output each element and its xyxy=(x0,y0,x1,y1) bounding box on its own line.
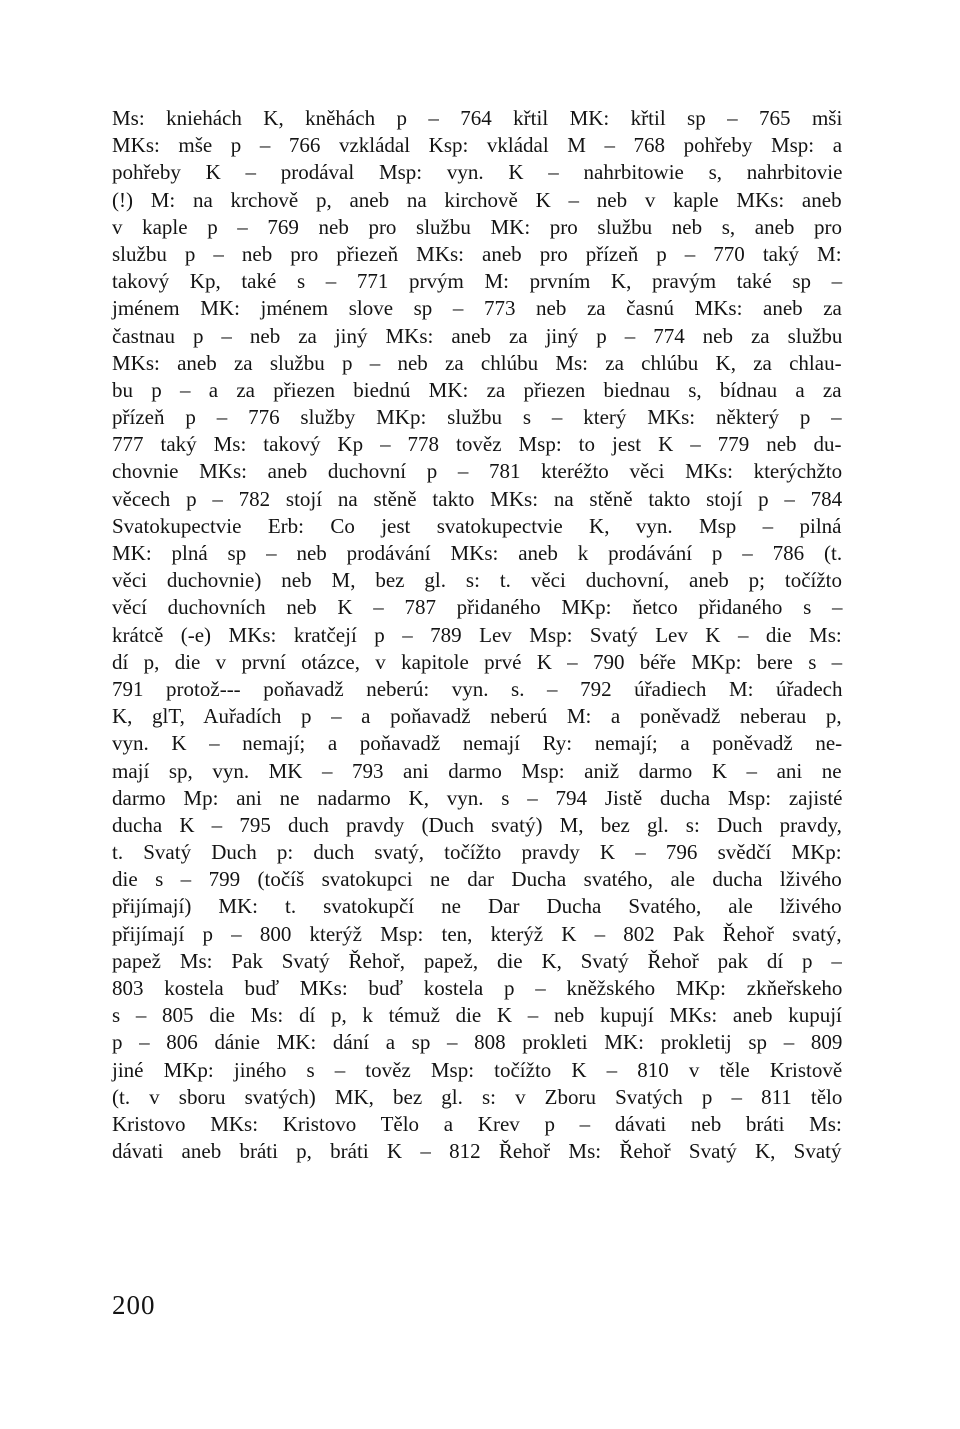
text-line: MKs: mše p – 766 vzkládal Ksp: vkládal M – 768 pohřeby Msp: a xyxy=(112,133,843,158)
text-line: takový Kp, také s – 771 prvým M: prvním K, pravým také sp – xyxy=(112,269,843,294)
text-line: vyn. K – nemají; a poňavadž nemají Ry: nemají; a poněvadž ne- xyxy=(112,731,843,756)
text-line: (!) M: na krchově p, aneb na kirchově K – neb v kaple MKs: aneb xyxy=(112,187,842,212)
text-line: die s – 799 (točíš svatokupci ne dar Ducha svatého, ale ducha lživého xyxy=(112,867,842,892)
page-number: 200 xyxy=(112,1290,156,1320)
text-line: mají sp, vyn. MK – 793 ani darmo Msp: aniž darmo K – ani ne xyxy=(112,758,842,783)
text-line: přijímají) MK: t. svatokupčí ne Dar Ducha Svatého, ale lživého xyxy=(112,894,842,919)
text-line: 803 kostela buď MKs: buď kostela p – kněžského MKp: zkňeřskeho xyxy=(112,976,843,1000)
text-line: p – 806 dánie MK: dání a sp – 808 prokleti MK: prokletij sp – 809 xyxy=(112,1030,843,1055)
text-line: věcí duchovních neb K – 787 přidaného MKp: ňetco přidaného s – xyxy=(112,595,843,620)
text-line: K, glT, Auřadích p – a poňavadž neberú M: a poněvadž neberau p, xyxy=(112,704,842,729)
text-line: Kristovo MKs: Kristovo Tělo a Krev p – dávati neb bráti Ms: xyxy=(112,1111,842,1136)
text-line: chovnie MKs: aneb duchovní p – 781 kteréžto věci MKs: kterýchžto xyxy=(112,459,843,484)
text-line: (t. v sboru svatých) MK, bez gl. s: v Zboru Svatých p – 811 tělo xyxy=(112,1084,843,1109)
text-line: bu p – a za přiezen biednú MK: za přiezen biednau s, bídnau a za xyxy=(112,377,842,402)
text-line: věci duchovnie) neb M, bez gl. s: t. věci duchovní, aneb p; točížto xyxy=(112,568,843,593)
text-line: častnau p – neb za jiný MKs: aneb za jiný p – 774 neb za službu xyxy=(112,323,843,348)
text-line: pohřeby K – prodával Msp: vyn. K – nahrbitowie s, nahrbitovie xyxy=(112,160,843,185)
text-line: MKs: aneb za službu p – neb za chlúbu Ms: za chlúbu K, za chlau- xyxy=(112,350,842,375)
apparatus-text xyxy=(112,105,842,1165)
text-line: službu p – neb pro přiezeň MKs: aneb pro přízeň p – 770 taký M: xyxy=(112,241,842,266)
text-line: 777 taký Ms: takový Kp – 778 tověz Msp: to jest K – 779 neb du- xyxy=(112,432,842,457)
text-line: papež Ms: Pak Svatý Řehoř, papež, die K, Svatý Řehoř pak dí p – xyxy=(112,948,842,973)
text-line: MK: plná sp – neb prodávání MKs: aneb k prodávání p – 786 (t. xyxy=(112,541,843,565)
text-line: dí p, die v první otázce, v kapitole prvé K – 790 béře MKp: bere s – xyxy=(112,649,843,674)
text-line: přízeň p – 776 služby MKp: službu s – který MKs: některý p – xyxy=(112,405,842,430)
text-line: 791 protož--- poňavadž neberú: vyn. s. – 792 úřadiech M: úřadech xyxy=(112,676,843,701)
text-line: darmo Mp: ani ne nadarmo K, vyn. s – 794 Jistě ducha Msp: zajisté xyxy=(112,785,843,810)
text-line: s – 805 die Ms: dí p, k témuž die K – neb kupují MKs: aneb kupují xyxy=(112,1003,842,1028)
text-line: Svatokupectvie Erb: Co jest svatokupectvie K, vyn. Msp – pilná xyxy=(112,513,842,538)
text-line: krátcě (-e) MKs: kratčejí p – 789 Lev Msp: Svatý Lev K – die Ms: xyxy=(112,622,842,647)
text-line: dávati aneb bráti p, bráti K – 812 Řehoř Ms: Řehoř Svatý K, Svatý xyxy=(112,1139,842,1164)
text-line: jiné MKp: jiného s – tověz Msp: točížto K – 810 v těle Kristově xyxy=(112,1057,843,1082)
text-line: jménem MK: jménem slove sp – 773 neb za časnú MKs: aneb za xyxy=(112,296,842,321)
text-line: Ms: kniehách K, kněhách p – 764 křtil MK: křtil sp – 765 mši xyxy=(112,106,843,130)
text-line: přijímají p – 800 kterýž Msp: ten, kterýž K – 802 Pak Řehoř svatý, xyxy=(112,921,842,946)
text-line: ducha K – 795 duch pravdy (Duch svatý) M, bez gl. s: Duch pravdy, xyxy=(112,812,842,837)
text-line: v kaple p – 769 neb pro službu MK: pro službu neb s, aneb pro xyxy=(112,214,842,239)
text-line: věcech p – 782 stojí na stěně takto MKs: na stěně takto stojí p – 784 xyxy=(112,486,843,511)
text-line: t. Svatý Duch p: duch svatý, točížto pravdy K – 796 svědčí MKp: xyxy=(112,840,842,865)
